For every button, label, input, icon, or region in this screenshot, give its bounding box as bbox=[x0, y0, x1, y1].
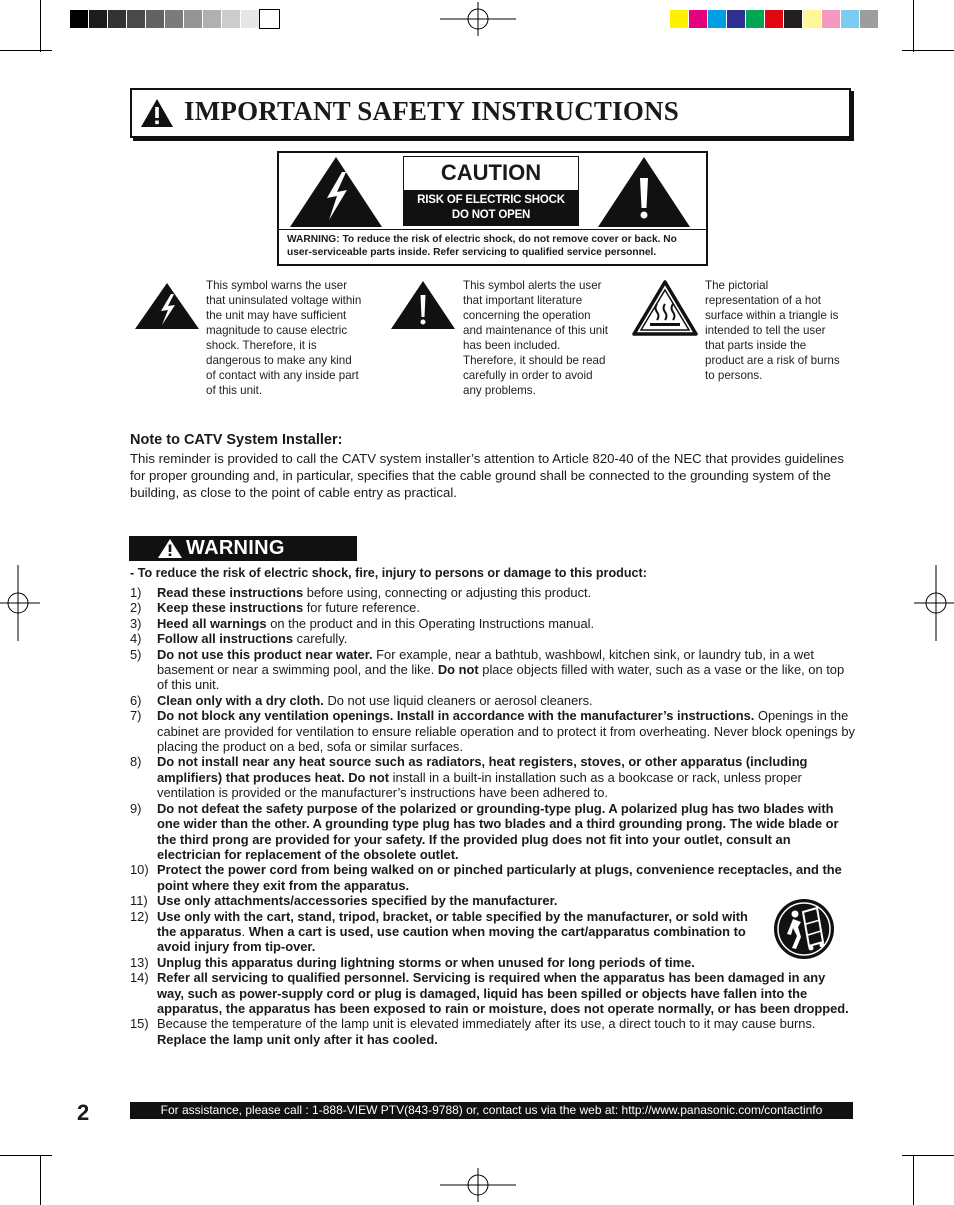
caution-warning-text: WARNING: To reduce the risk of electric shock, do not remove cover or back. No user-serviceable parts inside. Refer servicing to qualified service personnel. bbox=[287, 234, 677, 258]
color-swatch bbox=[670, 10, 689, 28]
gray-color-bar bbox=[70, 10, 279, 28]
color-swatch bbox=[241, 10, 260, 28]
emphasis-text: Do not install near any heat source such as radiators, heat registers, stoves, or other apparatus (including amplifiers) that produces heat. Do not bbox=[157, 754, 808, 785]
exclamation-triangle-icon bbox=[597, 156, 691, 228]
list-item-text bbox=[157, 600, 855, 615]
list-item-text bbox=[157, 955, 855, 970]
list-item-text bbox=[157, 616, 855, 631]
list-item-text bbox=[157, 893, 855, 908]
color-swatch bbox=[765, 10, 784, 28]
body-text: Because the temperature of the lamp unit is elevated immediately after its use, a direct touch to it may cause burns. bbox=[157, 1016, 816, 1032]
color-swatch bbox=[746, 10, 765, 28]
safety-instructions-list bbox=[130, 585, 855, 1047]
color-swatch bbox=[727, 10, 746, 28]
body-text: Openings in the cabinet are provided for ventilation to ensure reliable operation and to protect it from overheating. Never block openings by placing the product on a bed, sofa or similar surfaces. bbox=[157, 708, 855, 755]
list-item-text bbox=[157, 970, 855, 1016]
caution-panel bbox=[403, 156, 579, 226]
list-item bbox=[130, 970, 855, 1016]
body-text: For example, near a bathtub, washbowl, kitchen sink, or laundry tub, in a wet basement or near a swimming pool, and the like. bbox=[157, 646, 814, 678]
list-item bbox=[130, 647, 855, 693]
color-swatch bbox=[146, 10, 165, 28]
body-text: on the product and in this Operating Instructions manual. bbox=[266, 615, 595, 631]
color-swatch bbox=[689, 10, 708, 28]
list-item-number: 12) bbox=[130, 908, 149, 924]
registration-mark-icon bbox=[440, 1168, 516, 1202]
list-item-number: 10) bbox=[130, 862, 149, 878]
body-text: install in a built-in installation such as a bookcase or rack, unless proper ventilation is provided or the manufacturer’s instructions have been adhered to. bbox=[157, 769, 802, 801]
list-item-number: 4) bbox=[130, 631, 142, 647]
list-item bbox=[130, 600, 855, 615]
list-item bbox=[130, 909, 855, 955]
lightning-triangle-icon bbox=[134, 282, 200, 330]
color-swatch bbox=[803, 10, 822, 28]
warning-heading: WARNING bbox=[186, 537, 285, 559]
list-item bbox=[130, 585, 855, 600]
body-text: before using, connecting or adjusting this product. bbox=[303, 585, 592, 600]
list-item-number: 14) bbox=[130, 970, 149, 986]
color-swatch bbox=[70, 10, 89, 28]
list-item-text bbox=[157, 909, 855, 955]
warning-intro: - To reduce the risk of electric shock, fire, injury to persons or damage to this product: bbox=[130, 566, 647, 580]
list-item bbox=[130, 708, 855, 754]
emphasis-text: When a cart is used, use caution when moving the cart/apparatus combination to avoid injury from tip-over. bbox=[157, 923, 746, 955]
cart-tip-over-icon bbox=[773, 898, 835, 960]
page-title: IMPORTANT SAFETY INSTRUCTIONS bbox=[184, 96, 679, 126]
emphasis-text: Unplug this apparatus during lightning storms or when unused for long periods of time. bbox=[157, 954, 695, 970]
color-swatch bbox=[165, 10, 184, 28]
list-item bbox=[130, 693, 855, 708]
emphasis-text: Follow all instructions bbox=[157, 631, 294, 647]
caution-risk-line: RISK OF ELECTRIC SHOCK bbox=[417, 194, 565, 206]
list-item-number: 13) bbox=[130, 954, 149, 970]
lightning-triangle-icon bbox=[289, 156, 383, 228]
color-swatch bbox=[222, 10, 241, 28]
emphasis-text: Do not bbox=[437, 662, 479, 678]
list-item-number: 11) bbox=[130, 893, 148, 909]
warning-banner bbox=[129, 536, 357, 561]
process-color-bar bbox=[670, 10, 879, 28]
list-item-number: 15) bbox=[130, 1016, 149, 1032]
list-item-number: 7) bbox=[130, 708, 142, 724]
list-item bbox=[130, 631, 855, 646]
emphasis-text: Do not use this product near water. bbox=[157, 646, 373, 662]
list-item-text bbox=[157, 1016, 855, 1047]
list-item bbox=[130, 616, 855, 631]
emphasis-text: Read these instructions bbox=[157, 585, 304, 600]
color-swatch bbox=[260, 10, 279, 28]
color-swatch bbox=[841, 10, 860, 28]
caution-divider bbox=[279, 229, 706, 230]
list-item-number: 8) bbox=[130, 754, 142, 770]
color-swatch bbox=[708, 10, 727, 28]
list-item bbox=[130, 893, 855, 908]
color-swatch bbox=[127, 10, 146, 28]
body-text: . bbox=[241, 923, 249, 939]
color-swatch bbox=[822, 10, 841, 28]
color-swatch bbox=[108, 10, 127, 28]
symbol-description-exclamation: This symbol alerts the user that important literature concerning the operation and maintenance of this unit has been included. Therefore, it should be read carefully in order to avoid any problems. bbox=[463, 279, 609, 397]
catv-note-heading: Note to CATV System Installer: bbox=[130, 432, 343, 448]
emphasis-text: Keep these instructions bbox=[157, 600, 304, 616]
list-item-text bbox=[157, 585, 855, 600]
emphasis-text: Refer all servicing to qualified personnel. Servicing is required when the apparatus has been damaged in any way, such as power-supply cord or plug is damaged, liquid has been spilled or objects have fallen into the apparatus, the apparatus has been exposed to rain or moisture, does not operate normally, or has been dropped. bbox=[157, 970, 849, 1016]
list-item-text bbox=[157, 708, 855, 754]
list-item-number: 6) bbox=[130, 692, 142, 708]
color-swatch bbox=[203, 10, 222, 28]
list-item-text bbox=[157, 862, 855, 893]
list-item bbox=[130, 955, 855, 970]
emphasis-text: Replace the lamp unit only after it has cooled. bbox=[157, 1031, 438, 1047]
page-number: 2 bbox=[77, 1100, 90, 1125]
symbol-description-hot-surface: The pictorial representation of a hot surface within a triangle is intended to tell the user that parts inside the product are a risk of burns to persons. bbox=[705, 279, 840, 382]
registration-mark-icon bbox=[914, 565, 954, 641]
list-item-number: 3) bbox=[130, 615, 142, 631]
list-item-text bbox=[157, 631, 855, 646]
emphasis-text: Heed all warnings bbox=[157, 615, 267, 631]
body-text: Do not use liquid cleaners or aerosol cleaners. bbox=[323, 692, 593, 708]
emphasis-text: Do not defeat the safety purpose of the polarized or grounding-type plug. A polarized plug has two blades with one wider than the other. A grounding type plug has two blades and a third grounding prong. The wide blade or the third prong are provided for your safety. If the provided plug does not fit into your outlet, consult an electrician for replacement of the obsolete outlet. bbox=[157, 800, 839, 862]
caution-open-line: DO NOT OPEN bbox=[451, 209, 531, 221]
color-swatch bbox=[184, 10, 203, 28]
body-text: for future reference. bbox=[303, 600, 420, 616]
list-item bbox=[130, 801, 855, 863]
page-title-box bbox=[130, 88, 851, 138]
list-item-text bbox=[157, 754, 855, 800]
list-item bbox=[130, 862, 855, 893]
list-item-text bbox=[157, 693, 855, 708]
body-text: place objects filled with water, such as a vase or the like, on top of this unit. bbox=[157, 662, 845, 693]
exclamation-triangle-icon bbox=[390, 280, 456, 330]
color-swatch bbox=[784, 10, 803, 28]
emphasis-text: Clean only with a dry cloth. bbox=[157, 692, 324, 708]
list-item-text bbox=[157, 801, 855, 863]
caution-label bbox=[277, 151, 708, 266]
hot-surface-icon bbox=[632, 280, 698, 336]
color-swatch bbox=[89, 10, 108, 28]
emphasis-text: Protect the power cord from being walked on or pinched particularly at plugs, convenience receptacles, and the point where they exit from the apparatus. bbox=[157, 862, 842, 893]
symbol-description-lightning: This symbol warns the user that uninsulated voltage within the unit may have sufficient magnitude to cause electric shock. Therefore, it is dangerous to make any kind of contact with any inside part of this unit. bbox=[206, 279, 362, 397]
color-swatch bbox=[860, 10, 879, 28]
warning-triangle-icon bbox=[140, 98, 174, 128]
list-item bbox=[130, 754, 855, 800]
registration-mark-icon bbox=[440, 2, 516, 36]
caution-risk-banner bbox=[404, 190, 578, 225]
list-item bbox=[130, 1016, 855, 1047]
list-item-text bbox=[157, 647, 855, 693]
emphasis-text: Use only attachments/accessories specified by the manufacturer. bbox=[157, 893, 558, 909]
registration-mark-icon bbox=[0, 565, 40, 641]
list-item-number: 2) bbox=[130, 600, 142, 616]
list-item-number: 1) bbox=[130, 585, 142, 600]
caution-heading: CAUTION bbox=[440, 160, 542, 185]
warning-triangle-icon bbox=[157, 538, 183, 559]
catv-note-body: This reminder is provided to call the CATV system installer’s attention to Article 820-40 of the NEC that provides guidelines for proper grounding and, in particular, specifies that the cable ground shall be connected to the grounding system of the building, as close to the point of cable entry as practical. bbox=[130, 451, 844, 500]
emphasis-text: Do not block any ventilation openings. Install in accordance with the manufacturer’s instructions. bbox=[157, 708, 755, 724]
body-text: carefully. bbox=[293, 631, 348, 647]
assistance-footer: For assistance, please call : 1-888-VIEW PTV(843-9788) or, contact us via the web at: http://www.panasonic.com/contactinfo bbox=[130, 1102, 853, 1119]
emphasis-text: Use only with the cart, stand, tripod, bracket, or table specified by the manufacturer, or sold with the apparatus bbox=[157, 908, 748, 939]
list-item-number: 5) bbox=[130, 646, 142, 662]
list-item-number: 9) bbox=[130, 800, 142, 816]
